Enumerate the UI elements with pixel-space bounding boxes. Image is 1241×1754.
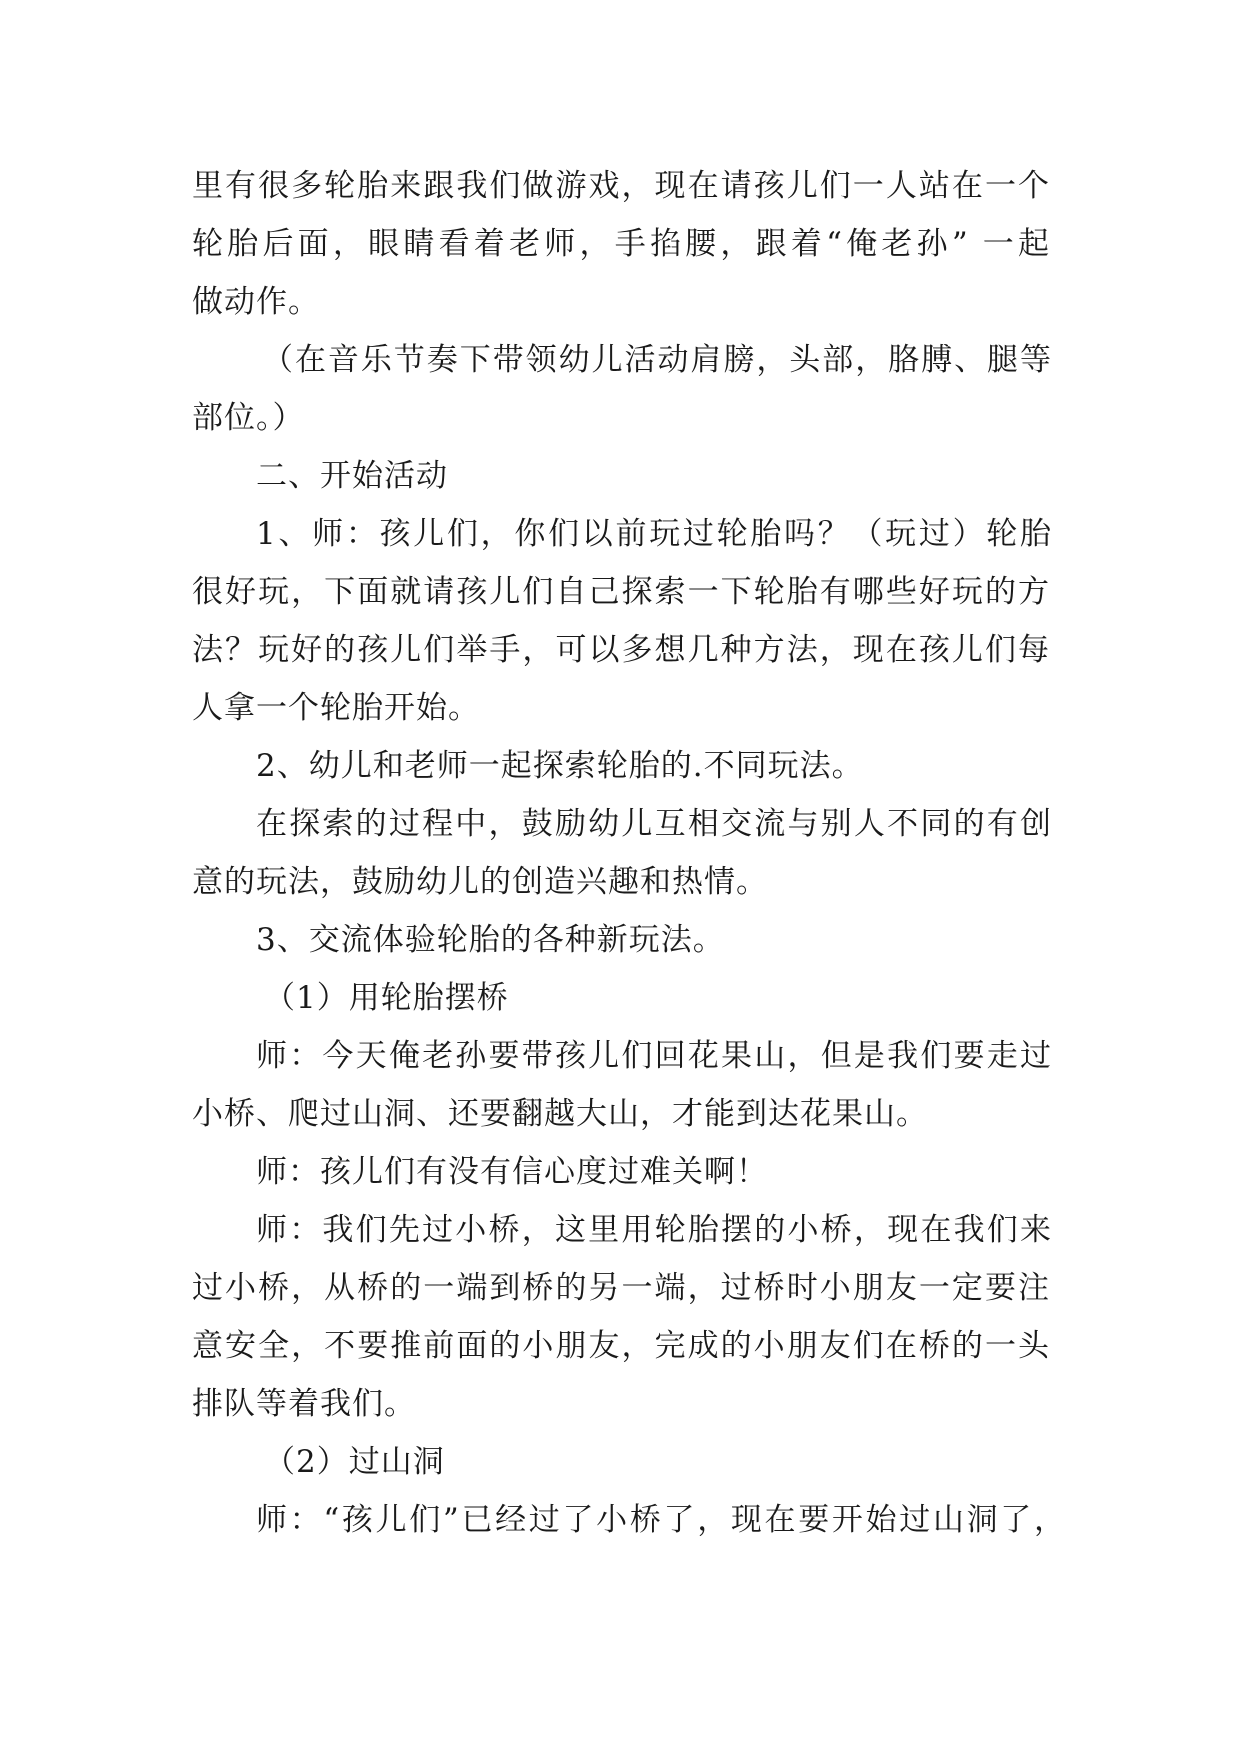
text-line: 部位。）: [192, 400, 305, 436]
text-line: （在音乐节奏下带领幼儿活动肩膀，头部，胳膊、腿等: [262, 342, 1052, 378]
subsection-heading: （2）过山洞: [264, 1444, 445, 1480]
text-line: 师：今天俺老孙要带孩儿们回花果山，但是我们要走过: [256, 1038, 1052, 1074]
text-line: 轮胎后面，眼睛看着老师，手掐腰，跟着“俺老孙” 一起: [192, 226, 1050, 262]
text-line: 小桥、爬过山洞、还要翻越大山，才能到达花果山。: [192, 1096, 928, 1132]
text-line: 过小桥，从桥的一端到桥的另一端，过桥时小朋友一定要注: [192, 1270, 1050, 1306]
text-line: 在探索的过程中，鼓励幼儿互相交流与别人不同的有创: [256, 806, 1052, 842]
text-line: 1、师：孩儿们，你们以前玩过轮胎吗？（玩过）轮胎: [256, 516, 1052, 552]
text-line: 做动作。: [192, 284, 320, 320]
text-line: 很好玩，下面就请孩儿们自己探索一下轮胎有哪些好玩的方: [192, 574, 1050, 610]
text-line: 意的玩法，鼓励幼儿的创造兴趣和热情。: [192, 864, 768, 900]
text-line: 师：孩儿们有没有信心度过难关啊！: [256, 1154, 768, 1190]
text-line: 法？玩好的孩儿们举手，可以多想几种方法，现在孩儿们每: [192, 632, 1050, 668]
text-line: 师：“孩儿们”已经过了小桥了，现在要开始过山洞了，: [256, 1502, 1066, 1538]
text-line: 2、幼儿和老师一起探索轮胎的.不同玩法。: [256, 748, 864, 784]
text-line: 师：我们先过小桥，这里用轮胎摆的小桥，现在我们来: [256, 1212, 1052, 1248]
text-line: 人拿一个轮胎开始。: [192, 690, 480, 726]
subsection-heading: （1）用轮胎摆桥: [264, 980, 509, 1016]
text-line: 里有很多轮胎来跟我们做游戏，现在请孩儿们一人站在一个: [192, 168, 1050, 204]
section-heading: 二、开始活动: [256, 458, 448, 494]
text-line: 意安全，不要推前面的小朋友，完成的小朋友们在桥的一头: [192, 1328, 1050, 1364]
text-line: 3、交流体验轮胎的各种新玩法。: [256, 922, 725, 958]
text-line: 排队等着我们。: [192, 1386, 416, 1422]
